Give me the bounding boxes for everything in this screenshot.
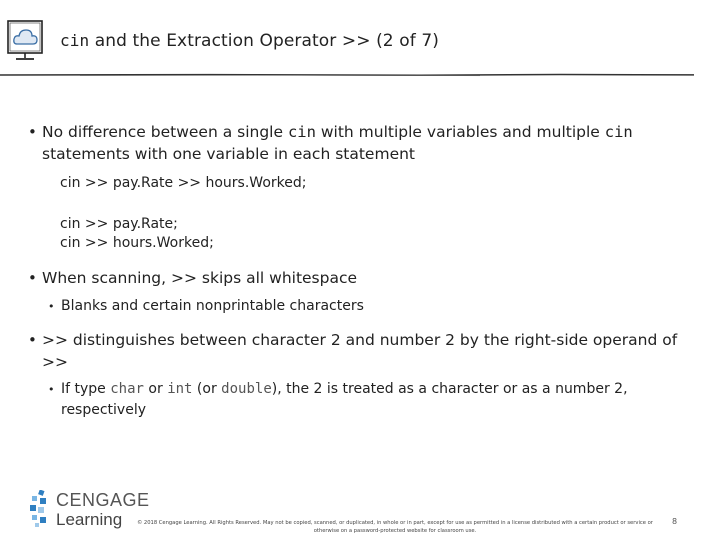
sub-bullet-text: or [143,381,168,397]
code-cin: cin [287,123,316,141]
code-cin: cin [604,123,633,141]
code-line-3: cin >> hours.Worked; [60,235,214,251]
title-underline [0,72,700,78]
bullet-dot: • [48,383,55,396]
sub-bullet-2 [48,296,678,317]
bullet-dot: • [28,123,37,141]
sub-bullet-3 [48,379,678,421]
code-int: int [167,381,193,397]
sub-bullet-text: If type [61,381,111,397]
bullet-text: >> distinguishes between character 2 and number 2 by the right-side operand of >> [42,331,678,371]
bullet-text: statements with one variable in each statement [42,145,416,163]
code-line-1: cin >> pay.Rate >> hours.Worked; [60,175,307,191]
bullet-text: with multiple variables and multiple [315,123,605,141]
sub-bullet-text: Blanks and certain nonprintable characters [61,298,364,314]
bullet-text: When scanning, >> skips all whitespace [42,269,358,287]
cengage-dots-icon [28,490,52,528]
title-code: cin [60,31,90,50]
code-char: char [110,381,144,397]
bullet-3 [28,329,688,373]
brand-bottom: Learning [56,510,123,529]
page-number: 8 [672,517,678,526]
brand-top: CENGAGE [56,490,150,510]
bullet-text: No difference between a single [42,123,288,141]
sub-bullet-text: (or [192,381,222,397]
bullet-dot: • [48,300,55,313]
bullet-1 [28,121,688,165]
bullet-dot: • [28,269,37,287]
bullet-dot: • [28,331,37,349]
cloud-monitor-icon [6,18,44,66]
code-double: double [221,381,272,397]
copyright-notice: © 2018 Cengage Learning. All Rights Reserved. May not be copied, scanned, or duplicated, in whole or in part, except for use as permitted in a license distributed with a certain product or service or otherwise on a password-protected website for classroom use. [137,520,653,534]
sub-bullet-text: ), the 2 is treated as a character or as a number 2, respectively [61,381,628,418]
bullet-2 [28,267,688,289]
title-text: and the Extraction Operator >> (2 of 7) [89,31,439,51]
page-title [60,31,439,51]
code-line-2: cin >> pay.Rate; [60,216,178,232]
